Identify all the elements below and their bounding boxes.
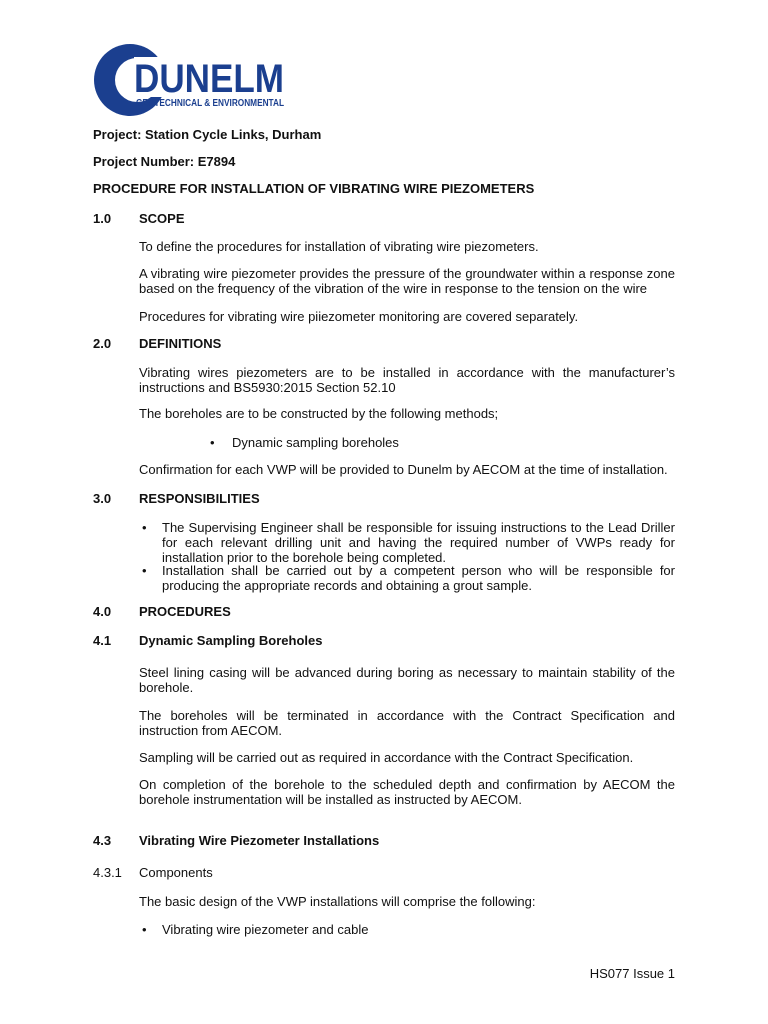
section-heading-responsibilities: RESPONSIBILITIES [139, 491, 260, 506]
scope-paragraph-2: A vibrating wire piezometer provides the pressure of the groundwater within a response zone based on the frequency of the vibration of the wire in response to the tension on the wire [139, 266, 675, 296]
section-number-scope: 1.0 [93, 211, 112, 226]
scope-paragraph-1: To define the procedures for installation of vibrating wire piezometers. [139, 239, 539, 254]
bullet-glyph: • [142, 563, 147, 578]
subsection-heading-4-3-1: Components [139, 865, 213, 880]
bullet-glyph: • [142, 520, 147, 535]
definitions-paragraph-2: The boreholes are to be constructed by the following methods; [139, 406, 499, 421]
bullet-glyph: • [142, 922, 147, 937]
procedures-paragraph-3: Sampling will be carried out as required in accordance with the Contract Specification. [139, 750, 634, 765]
procedures-paragraph-1: Steel lining casing will be advanced during boring as necessary to maintain stability of the borehole. [139, 665, 675, 695]
subsection-number-4-3: 4.3 [93, 833, 112, 848]
section-heading-scope: SCOPE [139, 211, 185, 226]
procedures-paragraph-5: The basic design of the VWP installations will comprise the following: [139, 894, 536, 909]
procedures-paragraph-2: The boreholes will be terminated in accordance with the Contract Specification and instruction from AECOM. [139, 708, 675, 738]
responsibility-item: The Supervising Engineer shall be responsible for issuing instructions to the Lead Driller for each relevant drilling unit and having the required number of VWPs ready for installation prior to the borehole being completed. [162, 520, 675, 565]
logo-graphic [94, 44, 290, 116]
document-reference: HS077 Issue 1 [589, 966, 675, 981]
definitions-bullet-item: Dynamic sampling boreholes [232, 435, 399, 450]
bullet-glyph: • [210, 435, 215, 450]
project-name: Project: Station Cycle Links, Durham [93, 127, 322, 142]
components-bullet-item: Vibrating wire piezometer and cable [162, 922, 369, 937]
definitions-paragraph-3: Confirmation for each VWP will be provided to Dunelm by AECOM at the time of installation. [139, 462, 668, 477]
logo-wordmark: DUNELM [134, 57, 284, 101]
scope-paragraph-3: Procedures for vibrating wire piiezometer monitoring are covered separately. [139, 309, 579, 324]
definitions-paragraph-1: Vibrating wires piezometers are to be installed in accordance with the manufacturer’s instructions and BS5930:2015 Section 52.10 [139, 365, 675, 395]
subsection-number-4-3-1: 4.3.1 [93, 865, 122, 880]
procedures-paragraph-4: On completion of the borehole to the scheduled depth and confirmation by AECOM the borehole instrumentation will be installed as instructed by AECOM. [139, 777, 675, 807]
subsection-heading-4-1: Dynamic Sampling Boreholes [139, 633, 323, 648]
section-heading-definitions: DEFINITIONS [139, 336, 222, 351]
section-number-definitions: 2.0 [93, 336, 112, 351]
section-number-responsibilities: 3.0 [93, 491, 112, 506]
section-heading-procedures: PROCEDURES [139, 604, 231, 619]
subsection-number-4-1: 4.1 [93, 633, 112, 648]
document-title: PROCEDURE FOR INSTALLATION OF VIBRATING WIRE PIEZOMETERS [93, 181, 535, 196]
dunelm-logo [94, 44, 290, 116]
project-number: Project Number: E7894 [93, 154, 236, 169]
logo-tagline: GEOTECHNICAL & ENVIRONMENTAL [136, 98, 284, 109]
subsection-heading-4-3: Vibrating Wire Piezometer Installations [139, 833, 380, 848]
responsibility-item: Installation shall be carried out by a competent person who will be responsible for producing the appropriate records and obtaining a grout sample. [162, 563, 675, 593]
section-number-procedures: 4.0 [93, 604, 112, 619]
